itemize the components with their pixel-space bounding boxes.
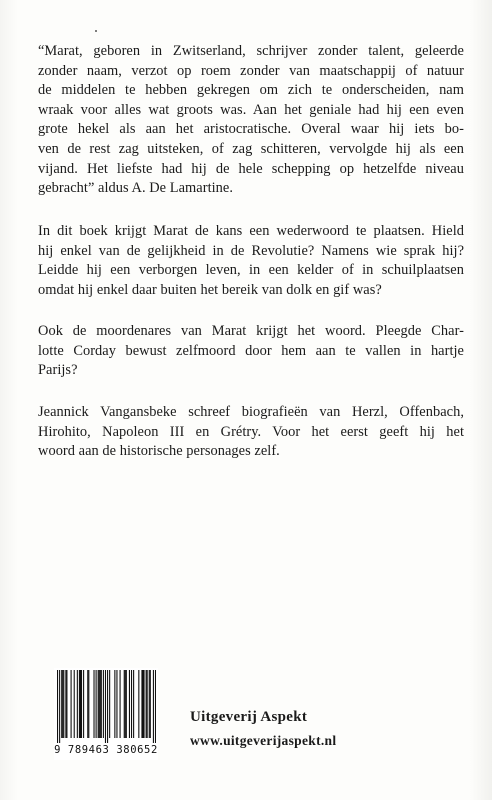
barcode-bar [63,670,64,738]
text-line: lotte Corday bewust zelfmoord door hem aan te vallen in hartje [38,342,464,359]
barcode-bar [98,670,99,738]
barcode-bar [62,670,63,738]
publisher-website: www.uitgeverijaspekt.nl [190,733,337,748]
barcode-bar [131,670,132,738]
barcode-bar [109,670,110,738]
barcode-bar [126,670,127,738]
barcode-bar [96,670,97,738]
barcode-bar [74,670,75,738]
barcode-bar [100,670,101,738]
barcode-bar [133,670,134,738]
barcode-bar [149,670,150,738]
isbn-number: 9 789463 380652 [54,744,158,756]
barcode-bar [77,670,78,738]
barcode-bar [80,670,81,738]
barcode-bar [141,670,142,738]
text-line: ven de rest zag uitsteken, of zag schitteren, vervolgde hij als een [38,140,464,157]
print-speck [95,30,97,32]
barcode-bar [93,670,94,738]
barcode-bar [101,670,102,738]
quote-paragraph [38,42,464,199]
barcode-bar [83,670,84,738]
barcode-bar [116,670,117,738]
barcode-bar [88,670,89,738]
barcode-bar [99,670,100,738]
barcode-bar [124,670,125,738]
text-line: “Marat, geboren in Zwitserland, schrijver zonder talent, geleerde [38,43,464,59]
barcode-bar [59,670,60,743]
text-line: omdat hij enkel daar buiten het bereik van dolk en gif was? [38,281,382,298]
text-line: Hirohito, Napoleon III en Grétry. Voor het eerst geeft hij het [38,423,464,440]
barcode-bar [120,670,121,738]
barcode-bar [71,670,72,738]
corday-paragraph [38,322,464,381]
barcode-bar [65,670,66,738]
barcode-bar [61,670,62,738]
barcode-bar [103,670,104,738]
book-description-paragraph [38,222,464,300]
barcode-bar [114,670,115,738]
barcode-bar [105,670,106,743]
barcode-bar [143,670,144,738]
barcode-bar [150,670,151,738]
text-line: vijand. Het liefste had hij de hele schepping op hetzelfde niveau [38,160,464,177]
barcode-bars [57,670,156,743]
barcode-bar [155,670,156,743]
barcode-bar [142,670,143,738]
text-line: In dit boek krijgt Marat de kans een wederwoord te plaatsen. Hield [38,223,464,239]
barcode-bar [57,670,58,743]
text-line: Parijs? [38,362,78,379]
barcode-bar [147,670,148,738]
text-line: zonder naam, verzot op roem zonder van maatschappij of natuur [38,62,464,79]
text-line: Ook de moordenares van Marat krijgt het woord. Pleegde Char- [38,323,464,339]
barcode-bar [107,670,108,743]
publisher-name: Uitgeverij Aspekt [190,709,308,725]
barcode-bar [153,670,154,743]
barcode-bar [138,670,139,738]
text-line: Leidde hij een verborgen leven, in een kelder of in schuilplaatsen [38,262,464,279]
text-line: woord aan de historische personages zelf. [38,443,280,460]
text-line: de middelen te hebben gekregen om zich te onderscheiden, nam [38,82,464,99]
barcode-bar [79,670,80,738]
text-line: Jeannick Vangansbeke schreef biografieën van Herzl, Offenbach, [38,404,464,420]
text-line: wraak voor alles wat groots was. Aan het geniale had hij een even [38,101,464,118]
barcode-bar [129,670,130,738]
author-paragraph [38,403,464,462]
barcode-bar [125,670,126,738]
isbn-barcode [54,668,158,760]
text-line: gebracht” aldus A. De Lamartine. [38,180,233,197]
barcode-bar [87,670,88,738]
barcode-bar [146,670,147,738]
text-line: hij enkel van de gelijkheid in de Revolutie? Namens wie sprak hij? [38,242,464,259]
text-line: grote hekel als aan het aristocratische. Overal waar hij iets bo- [38,121,464,138]
barcode-bar [66,670,67,738]
barcode-bar [81,670,82,738]
